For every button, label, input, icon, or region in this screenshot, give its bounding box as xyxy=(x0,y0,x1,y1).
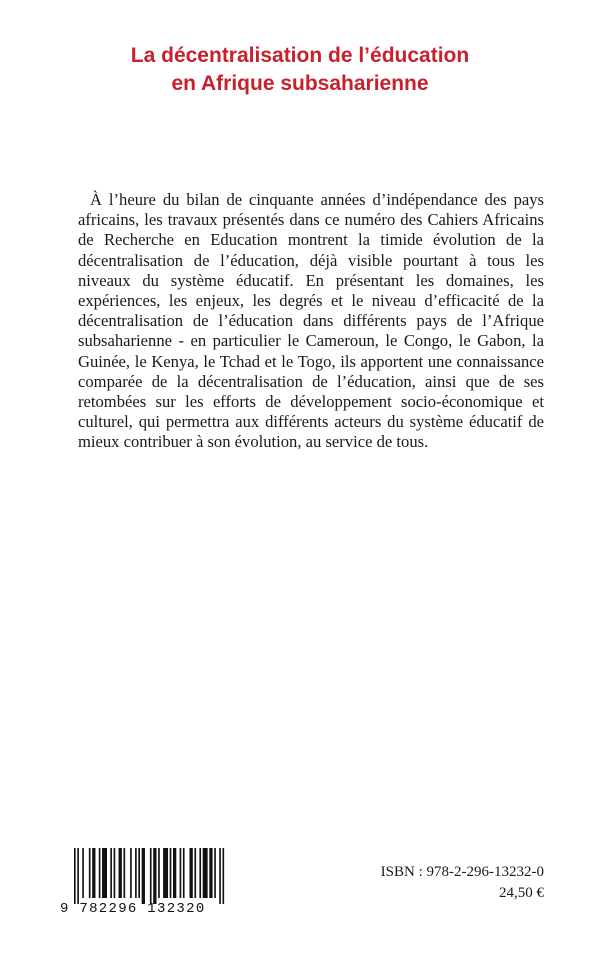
barcode-bar xyxy=(153,848,156,904)
barcode-bar xyxy=(150,848,152,904)
barcode-bar xyxy=(138,848,140,898)
book-summary: À l’heure du bilan de cinquante années d’indépendance des pays africains, les travaux présentés dans ce numéro des Cahiers Africains de Recherche en Education montrent la timide évolution de la décentralisation de l’éducation, déjà visible pourtant à tous les niveaux du système éducatif. En présentant les domaines, les expériences, les enjeux, les degrés et le niveau d’efficacité de la décentralisation de l’éducation dans différents pays de l’Afrique subsaharienne - en particulier le Cameroun, le Congo, le Gabon, la Guinée, le Kenya, le Tchad et le Togo, ils apportent une connaissance comparée de la décentralisation de l’éducation, ainsi que de ses retombées sur les efforts de développement socio-économique et culturel, qui permettra aux différents acteurs du système éducatif de mieux contribuer à son évolution, au service de tous. xyxy=(78,190,544,452)
barcode-bar xyxy=(124,848,126,898)
barcode-bars xyxy=(74,848,234,904)
barcode-bar xyxy=(183,848,185,898)
book-title xyxy=(0,42,600,98)
barcode-bar xyxy=(219,848,221,904)
barcode-bar xyxy=(119,848,122,898)
barcode-bar xyxy=(170,848,172,898)
barcode-bar xyxy=(74,848,76,904)
title-line-1: La décentralisation de l’éducation xyxy=(130,44,470,67)
barcode-bar xyxy=(99,848,101,898)
barcode-bar xyxy=(102,848,107,898)
barcode-bar xyxy=(92,848,95,898)
barcode-bar xyxy=(158,848,160,898)
barcode-bar xyxy=(190,848,193,898)
isbn-number: ISBN : 978-2-296-13232-0 xyxy=(380,864,544,880)
barcode-bar xyxy=(209,848,212,898)
barcode-bar xyxy=(89,848,91,898)
book-price: 24,50 € xyxy=(499,885,544,901)
barcode-bar xyxy=(223,848,225,904)
barcode-digits: 9 782296 132320 xyxy=(60,901,206,917)
barcode-bar xyxy=(114,848,116,898)
barcode xyxy=(58,848,236,918)
barcode-bar xyxy=(173,848,176,898)
barcode-bar xyxy=(180,848,182,898)
barcode-bar xyxy=(142,848,145,904)
barcode-bar xyxy=(203,848,208,898)
barcode-bar xyxy=(214,848,216,898)
barcode-bar xyxy=(194,848,196,898)
barcode-bar xyxy=(130,848,132,898)
barcode-bar xyxy=(199,848,201,898)
barcode-bar xyxy=(110,848,112,898)
barcode-bar xyxy=(82,848,84,898)
barcode-bar xyxy=(77,848,79,904)
title-line-2: en Afrique subsaharienne xyxy=(171,72,429,95)
barcode-bar xyxy=(163,848,168,898)
barcode-bar xyxy=(135,848,137,898)
